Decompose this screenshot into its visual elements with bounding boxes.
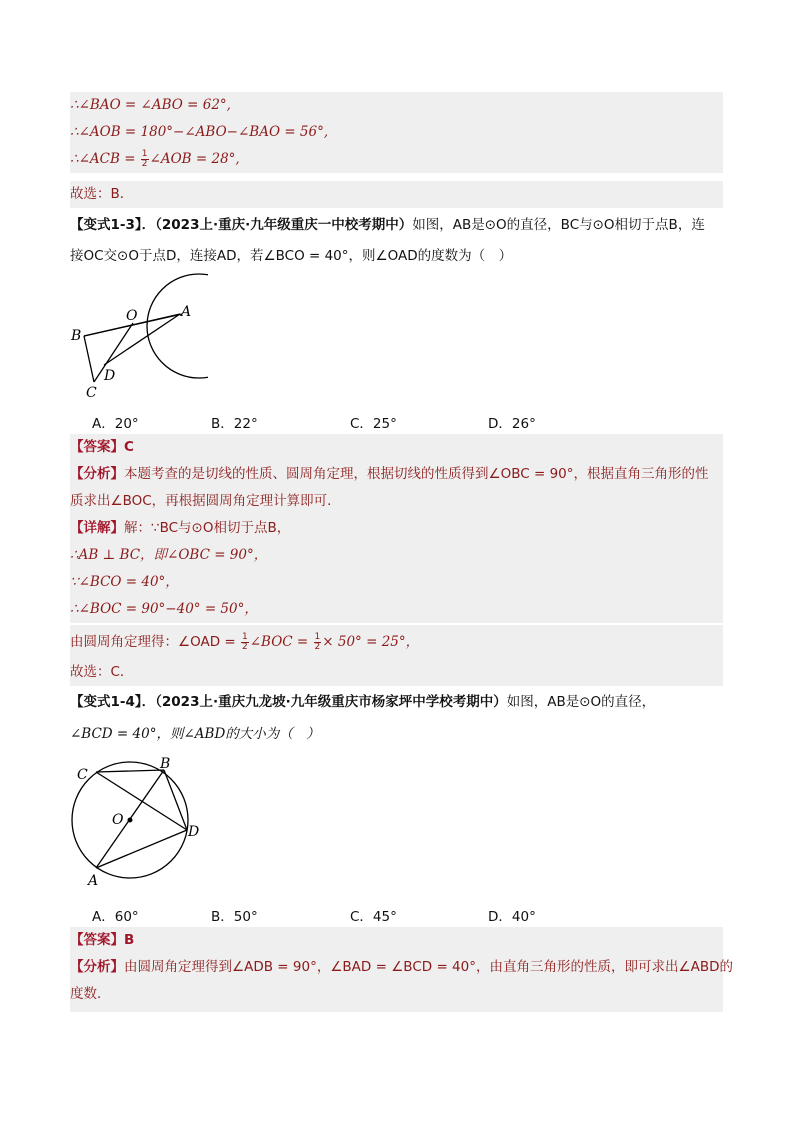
circle-o [147,274,208,378]
answer-1-3: 【答案】C [70,434,723,461]
solution-line-2: ∴∠AOB = 180°−∠ABO−∠BAO = 56°, [70,119,723,146]
line-bc [84,336,94,382]
choice-d[interactable]: D．40° [488,909,536,925]
label-a: A [88,873,99,889]
label-o: O [126,308,138,324]
detail-1-3-line-5: 由圆周角定理得：∠OAD = $\frac{1}{2}$ ∠BOC = $\frac{1}{2}$ × 50° = 25°， [70,625,723,659]
line-cb [96,770,164,772]
question-1-3-line-1: 【变式1-3】．（2023上·重庆·九年级重庆一中校考期中）如图，AB是⊙O的直径，BC与⊙O相切于点B，连 [70,217,705,233]
line-bd [164,770,187,830]
detail-1-3-line-3: ∵∠BCO = 40°， [70,569,723,596]
question-1-4-line-1: 【变式1-4】．（2023上·重庆九龙坡·九年级重庆市杨家坪中学校考期中）如图，AB是⊙O的直径， [70,694,656,710]
solution-line-1: ∴∠BAO = ∠ABO = 62°, [70,92,723,119]
label-a: A [181,304,192,320]
choice-c[interactable]: C．45° [350,909,397,925]
analysis-1-3-line-1: 【分析】本题考查的是切线的性质、圆周角定理，根据切线的性质得到∠OBC = 90°，根据直角三角形的性 [70,461,723,488]
label-c: C [86,385,97,400]
fraction-half: $\frac{1}{2}$ [141,148,148,169]
label-c: C [77,767,88,783]
line-ad [104,314,180,365]
center-point [128,818,133,823]
detail-1-3-line-2: ∴AB ⊥ BC，即∠OBC = 90°， [70,542,723,569]
choice-a[interactable]: A．20° [92,416,139,432]
diagram-1-4 [66,752,216,892]
label-d: D [104,368,116,384]
analysis-1-3-line-2: 质求出∠BOC，再根据圆周角定理计算即可． [70,488,723,515]
solution-line-4: 故选：B． [70,181,723,208]
question-1-4-line-2: ∠BCD = 40°，则∠ABD的大小为（ ） [70,726,320,742]
choice-a[interactable]: A．60° [92,909,139,925]
detail-1-3-line-4: ∴∠BOC = 90°−40° = 50°， [70,596,723,623]
diagram-1-3 [68,270,208,400]
solution-line-3: ∴∠ACB = $\frac{1}{2}$ ∠AOB = 28°, [70,146,723,173]
label-b: B [160,756,171,772]
choice-b[interactable]: B．50° [211,909,258,925]
label-b: B [71,328,82,344]
choice-d[interactable]: D．26° [488,416,536,432]
analysis-1-4-line-1: 【分析】由圆周角定理得到∠ADB = 90°，∠BAD = ∠BCD = 40°，由直角三角形的性质，即可求出∠ABD的 [70,954,723,981]
detail-1-3-line-6: 故选：C． [70,659,723,686]
label-d: D [188,824,200,840]
question-1-3-line-2: 接OC交⊙O于点D，连接AD，若∠BCO = 40°，则∠OAD的度数为（ ） [70,248,513,264]
choice-b[interactable]: B．22° [211,416,258,432]
analysis-1-4-line-2: 度数． [70,981,723,1012]
answer-1-4: 【答案】B [70,927,723,954]
detail-1-3-line-1: 【详解】解：∵BC与⊙O相切于点B， [70,515,723,542]
choice-c[interactable]: C．25° [350,416,397,432]
label-o: O [112,812,124,828]
